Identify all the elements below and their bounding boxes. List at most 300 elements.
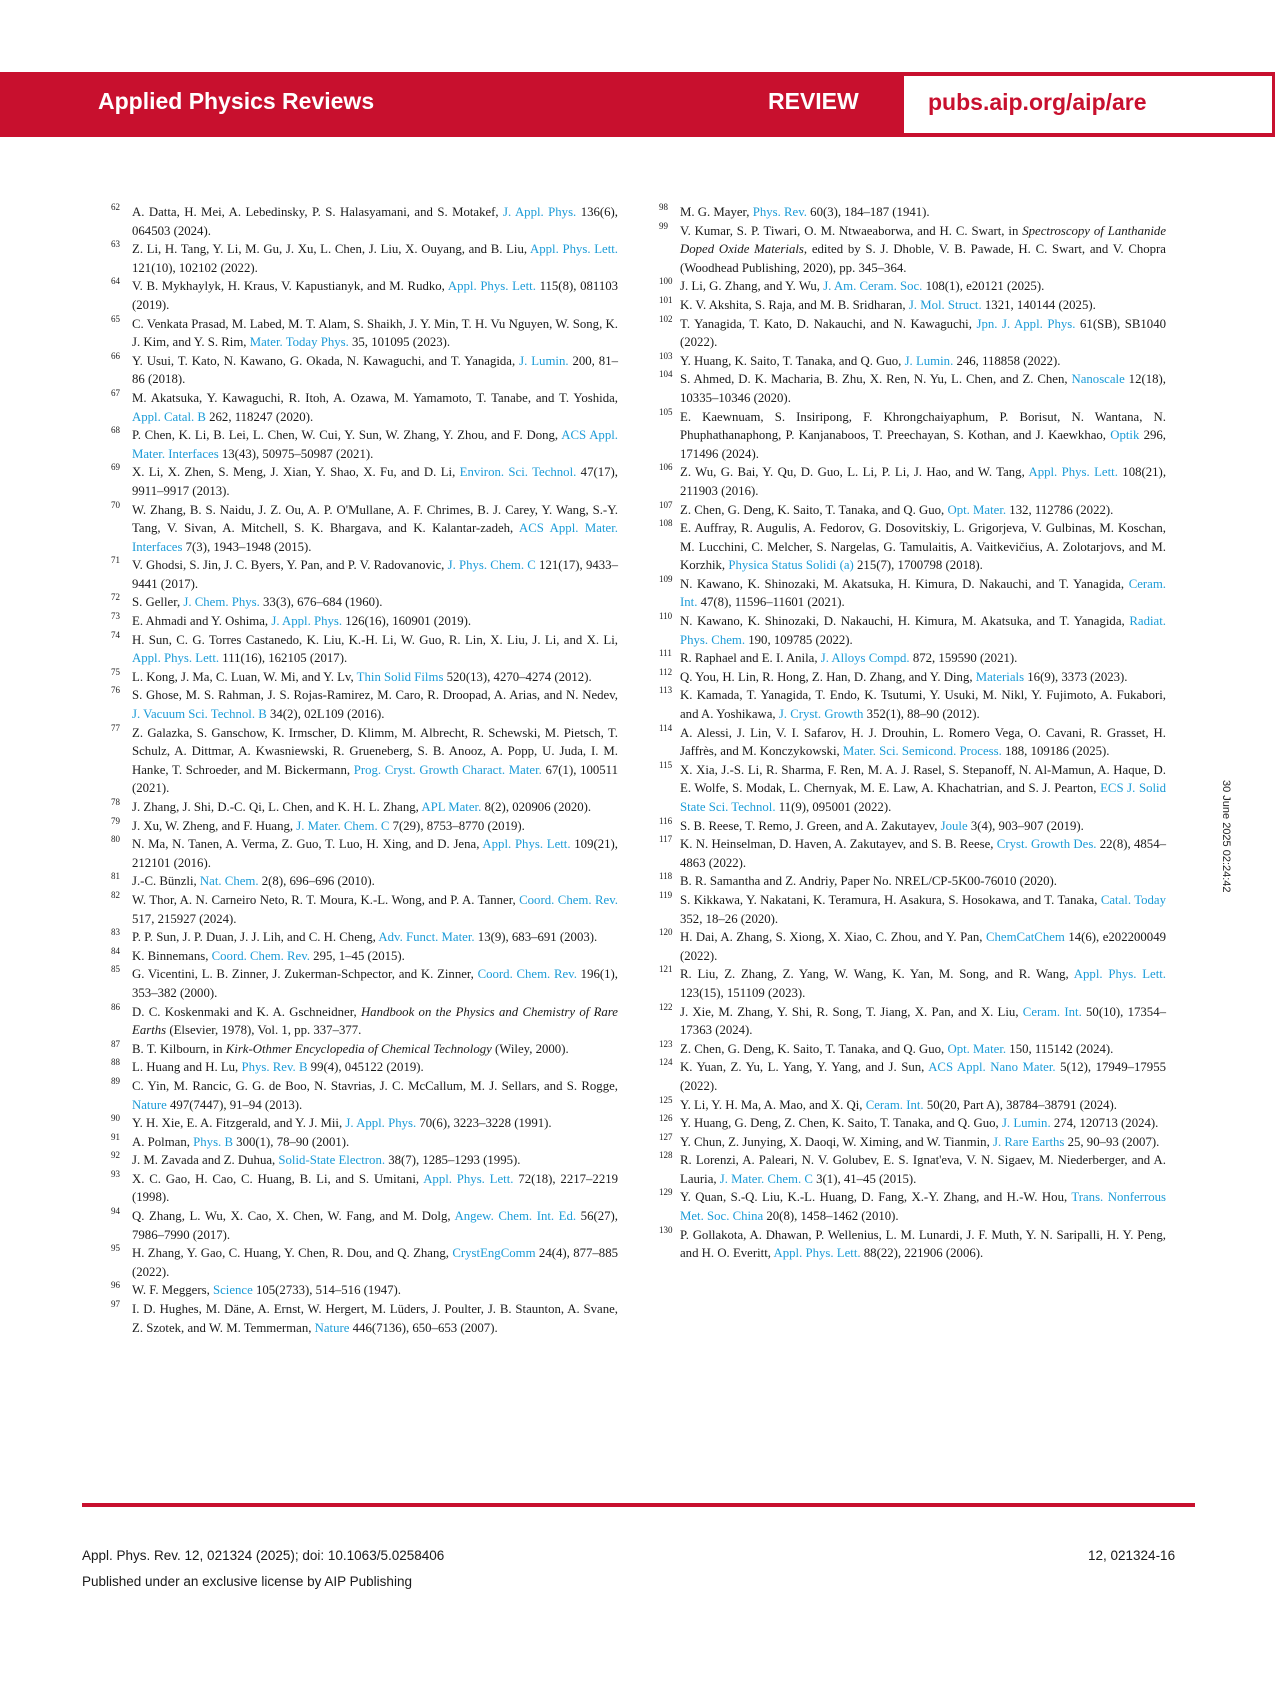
reference-journal-link[interactable]: Opt. Mater. (947, 502, 1007, 517)
reference-details: 70(6), 3223–3228 (1991). (416, 1116, 552, 1131)
reference-journal-link[interactable]: Adv. Funct. Mater. (378, 930, 475, 945)
reference-item (111, 387, 618, 426)
reference-details: 24(4), 877–885 (2022). (132, 1246, 618, 1279)
reference-number: 129 (659, 1187, 673, 1198)
reference-number: 67 (111, 387, 120, 398)
reference-number: 111 (659, 648, 672, 659)
reference-item (659, 1001, 1166, 1040)
reference-number: 106 (659, 462, 673, 473)
reference-item (659, 1113, 1166, 1133)
reference-item (111, 889, 618, 928)
reference-authors: J. Zhang, J. Shi, D.-C. Qi, L. Chen, and K. H. L. Zhang, (132, 800, 422, 814)
reference-authors: V. B. Mykhaylyk, H. Kraus, V. Kapustianyk, and M. Rudko, (132, 279, 448, 294)
reference-authors: B. R. Samantha and Z. Andriy, Paper No. NREL/CP-5K00-76010 (2020). (680, 874, 1057, 889)
reference-item (111, 834, 618, 872)
reference-details: 296, 171496 (2024). (680, 428, 1166, 461)
reference-journal-link[interactable]: Appl. Phys. Lett. (423, 1171, 514, 1186)
reference-authors: A. Datta, H. Mei, A. Lebedinsky, P. S. Halasyamani, and S. Motakef, (132, 205, 504, 219)
reference-number: 123 (659, 1038, 673, 1049)
reference-authors: Z. Wu, G. Bai, Y. Qu, D. Guo, L. Li, P. Li, J. Hao, and W. Tang, (680, 465, 1029, 480)
reference-details: 352, 18–26 (2020). (680, 911, 779, 926)
reference-number: 97 (111, 1299, 120, 1310)
reference-item (659, 722, 1166, 761)
reference-number: 93 (111, 1168, 120, 1179)
reference-journal-link[interactable]: Appl. Phys. Lett. (1073, 967, 1167, 982)
reference-authors: N. Kawano, K. Shinozaki, D. Nakauchi, H. Kimura, M. Akatsuka, and T. Yanagida, (680, 614, 1130, 629)
reference-number: 104 (659, 369, 673, 380)
reference-journal-link[interactable]: Physica Status Solidi (a) (728, 558, 854, 573)
reference-details: 11(9), 095001 (2022). (775, 800, 892, 814)
reference-authors: Z. Chen, G. Deng, K. Saito, T. Tanaka, and Q. Guo, (680, 1041, 948, 1056)
reference-details: 200, 81–86 (2018). (132, 353, 619, 387)
reference-item (659, 666, 1166, 687)
reference-item (659, 1187, 1166, 1225)
reference-number: 66 (111, 350, 120, 361)
reference-item (659, 350, 1166, 371)
reference-book-title: Kirk-Othmer Encyclopedia of Chemical Technology (225, 1041, 492, 1056)
reference-item (659, 369, 1167, 407)
reference-details: 126(16), 160901 (2019). (342, 614, 472, 629)
reference-authors: R. Lorenzi, A. Paleari, N. V. Golubev, E. S. Ignat'eva, V. N. Sigaev, M. Niederberger, and A. Lauria, (680, 1153, 1166, 1186)
reference-authors: Y. Usui, T. Kato, N. Kawano, G. Okada, N. Kawaguchi, and T. Yanagida, (132, 353, 520, 368)
reference-authors: J. Li, G. Zhang, and Y. Wu, (680, 279, 824, 294)
reference-journal-link[interactable]: CrystEngComm (452, 1246, 536, 1261)
reference-journal-link[interactable]: J. Appl. Phys. (271, 614, 343, 629)
reference-details: 108(21), 211903 (2016). (680, 465, 1167, 498)
reference-authors: J. Xie, M. Zhang, Y. Shi, R. Song, T. Jiang, X. Pan, and X. Liu, (680, 1004, 1023, 1019)
reference-authors: S. Ghose, M. S. Rahman, J. S. Rojas-Ramirez, M. Caro, R. Droopad, A. Arias, and N. Nedev, (132, 688, 618, 703)
reference-journal-link[interactable]: ChemCatChem (985, 930, 1065, 945)
reference-item (111, 425, 618, 463)
reference-details: 16(9), 3373 (2023). (1024, 669, 1128, 684)
reference-number: 113 (659, 685, 673, 696)
reference-journal-link[interactable]: Ceram. Int. (1022, 1004, 1082, 1019)
reference-item (659, 276, 1166, 296)
reference-details: 105(2733), 514–516 (1947). (252, 1283, 401, 1298)
reference-authors: K. N. Heinselman, D. Haven, A. Zakutayev, and S. B. Reese, (680, 837, 997, 852)
reference-journal-link[interactable]: Cryst. Growth Des. (996, 837, 1097, 852)
reference-authors: S. Kikkawa, Y. Nakatani, K. Teramura, H. Asakura, S. Hosokawa, and T. Tanaka, (680, 892, 1101, 907)
reference-journal-link[interactable]: Mater. Today Phys. (249, 335, 349, 350)
reference-details: 150, 115142 (2024). (1006, 1041, 1114, 1056)
reference-item (659, 518, 1166, 575)
reference-item (659, 964, 1167, 1002)
reference-details: , edited by S. J. Dhoble, V. B. Pawade, H. C. Swart, and V. Chopra (Woodhead Publishing, 2020), pp. 345–364. (680, 242, 1166, 275)
reference-journal-link[interactable]: Jpn. J. Appl. Phys. (976, 316, 1076, 331)
reference-details: 497(7447), 91–94 (2013). (166, 1097, 303, 1112)
reference-journal-link[interactable]: Mater. Sci. Semicond. Process. (842, 744, 1002, 759)
reference-number: 130 (659, 1224, 673, 1235)
reference-details: 109(21), 212101 (2016). (132, 837, 618, 870)
reference-details: 34(2), 02L109 (2016). (266, 707, 385, 722)
reference-authors: A. Polman, (132, 1134, 194, 1149)
reference-authors: Y. Li, Y. H. Ma, A. Mao, and X. Qi, (680, 1097, 866, 1112)
reference-authors: L. Huang and H. Lu, (132, 1060, 242, 1075)
reference-number: 87 (111, 1038, 120, 1049)
reference-authors: V. Ghodsi, S. Jin, J. C. Byers, Y. Pan, and P. V. Radovanovic, (132, 558, 448, 573)
reference-item (111, 1001, 618, 1040)
reference-item (111, 611, 618, 631)
reference-journal-link[interactable]: J. Am. Ceram. Soc. (823, 279, 923, 294)
reference-item (659, 871, 1166, 891)
journal-url-link[interactable]: pubs.aip.org/aip/are (928, 89, 1147, 115)
reference-journal-link[interactable]: Thin Solid Films (356, 669, 444, 684)
reference-number: 102 (659, 313, 673, 324)
reference-journal-link[interactable]: Appl. Phys. Lett. (132, 651, 220, 666)
reference-item (111, 722, 618, 798)
reference-item (659, 462, 1167, 500)
reference-number: 115 (659, 759, 673, 770)
reference-details: 47(17), 9911–9917 (2013). (132, 465, 618, 498)
reference-details: 115(8), 081103 (2019). (132, 279, 619, 312)
reference-item (659, 294, 1166, 315)
download-timestamp: 30 June 2025 02:24:42 (1220, 780, 1232, 893)
reference-journal-link[interactable]: J. Lumin. (904, 353, 954, 368)
reference-item (111, 927, 618, 947)
reference-number: 116 (659, 815, 673, 826)
reference-authors: Q. You, H. Lin, R. Hong, Z. Han, D. Zhang, and Y. Ding, (680, 669, 976, 684)
reference-number: 120 (659, 927, 673, 938)
reference-authors: M. Akatsuka, Y. Kawaguchi, R. Itoh, A. Ozawa, M. Yamamoto, T. Tanabe, and T. Yoshida, (132, 390, 618, 405)
reference-number: 83 (111, 927, 120, 938)
reference-journal-link[interactable]: Optik (1110, 428, 1140, 443)
reference-details: 446(7136), 650–653 (2007). (349, 1320, 498, 1335)
reference-authors: Z. Chen, G. Deng, K. Saito, T. Tanaka, and Q. Guo, (680, 502, 948, 517)
reference-journal-link[interactable]: J. Cryst. Growth (778, 707, 864, 722)
reference-item (111, 1206, 618, 1244)
reference-journal-link[interactable]: J. Alloys Compd. (820, 651, 910, 666)
reference-journal-link[interactable]: Phys. B (193, 1134, 233, 1149)
reference-book-title: Handbook on the Physics and Chemistry of Rare Earths (132, 1004, 618, 1038)
reference-item (111, 1057, 618, 1077)
reference-authors: W. Thor, A. N. Carneiro Neto, R. T. Moura, K.-L. Wong, and P. A. Tanner, (132, 892, 520, 907)
reference-number: 92 (111, 1150, 120, 1161)
reference-details: 517, 215927 (2024). (132, 911, 237, 926)
reference-details: 22(8), 4854–4863 (2022). (680, 837, 1166, 870)
reference-authors: M. G. Mayer, (680, 205, 753, 219)
reference-item (659, 220, 1166, 278)
reference-details: 3(4), 903–907 (2019). (967, 818, 1084, 833)
reference-journal-link[interactable]: Ceram. Int. (865, 1097, 924, 1112)
reference-number: 82 (111, 889, 120, 900)
reference-number: 73 (111, 611, 120, 622)
reference-journal-link[interactable]: J. Mol. Struct. (908, 297, 982, 312)
reference-number: 72 (111, 592, 120, 603)
reference-authors: K. Binnemans, (132, 948, 212, 963)
reference-authors: A. Alessi, J. Lin, V. I. Safarov, H. J. Drouhin, L. Romero Vega, O. Cavani, R. Grasset, H. Jaffrès, and M. Konczykowski, (680, 725, 1166, 759)
reference-details: 121(10), 102102 (2022). (132, 260, 258, 275)
reference-number: 121 (659, 964, 673, 975)
reference-journal-link[interactable]: Appl. Phys. Lett. (447, 279, 536, 294)
reference-journal-link[interactable]: Appl. Phys. Lett. (482, 837, 571, 852)
section-label: REVIEW (768, 88, 859, 114)
reference-authors: E. Ahmadi and Y. Oshima, (132, 614, 272, 629)
reference-number: 108 (659, 518, 673, 529)
reference-details: 215(7), 1700798 (2018). (853, 558, 983, 573)
reference-number: 69 (111, 462, 120, 473)
reference-item (111, 964, 618, 1002)
reference-number: 117 (659, 834, 673, 845)
page-number: 12, 021324-16 (1088, 1548, 1176, 1563)
reference-journal-link[interactable]: J. Appl. Phys. (345, 1116, 417, 1131)
reference-number: 63 (111, 239, 120, 250)
reference-details: 60(3), 184–187 (1941). (806, 205, 930, 219)
reference-number: 98 (659, 202, 668, 212)
reference-number: 79 (111, 815, 120, 826)
reference-authors: J.-C. Bünzli, (132, 874, 200, 889)
reference-item (111, 350, 619, 389)
reference-journal-link[interactable]: J. Vacuum Sci. Technol. B (132, 707, 267, 722)
reference-item (659, 1131, 1166, 1152)
reference-item (111, 462, 618, 500)
reference-item (111, 202, 619, 240)
reference-number: 112 (659, 666, 673, 677)
reference-journal-link[interactable]: J. Phys. Chem. C (447, 558, 536, 573)
reference-number: 71 (111, 555, 120, 566)
reference-journal-link[interactable]: ACS Appl. Mater. Interfaces (132, 428, 618, 461)
reference-authors: S. Ahmed, D. K. Macharia, B. Zhu, X. Ren, N. Yu, L. Chen, and Z. Chen, (680, 372, 1072, 387)
reference-item (111, 592, 618, 612)
reference-journal-link[interactable]: Coord. Chem. Rev. (477, 967, 577, 982)
reference-authors: C. Venkata Prasad, M. Labed, M. T. Alam, S. Shaikh, J. Y. Min, T. H. Vu Nguyen, W. Song, K. J. Kim, and Y. S. Rim, (132, 316, 618, 350)
reference-authors: R. Liu, Z. Zhang, Z. Yang, W. Wang, K. Yan, M. Song, and R. Wang, (680, 967, 1074, 982)
reference-authors: Z. Galazka, S. Ganschow, K. Irmscher, D. Klimm, M. Albrecht, R. Schewski, M. Pietsch, T. Schulz, A. Dittmar, A. Kwasniewski, R. Grueneberg, S. B. Anooz, A. Popp, U. Juda, I. M. Hanke, T. Schroeder, and M. Bickermann, (132, 725, 618, 777)
reference-details: 123(15), 151109 (2023). (680, 985, 806, 1000)
reference-number: 128 (659, 1150, 673, 1161)
reference-details: 132, 112786 (2022). (1006, 502, 1114, 517)
reference-journal-link[interactable]: Joule (940, 818, 968, 833)
reference-item (111, 685, 618, 723)
reference-journal-link[interactable]: Nat. Chem. (199, 874, 259, 889)
reference-journal-link[interactable]: Materials (975, 669, 1025, 684)
reference-journal-link[interactable]: Catal. Today (1100, 892, 1166, 907)
reference-item (111, 945, 618, 966)
reference-details: 295, 1–45 (2015). (309, 948, 405, 963)
reference-details: 190, 109785 (2022). (745, 632, 853, 647)
references-left-column (111, 202, 619, 1337)
footer-license: Published under an exclusive license by AIP Publishing (82, 1574, 412, 1589)
reference-number: 118 (659, 871, 673, 882)
reference-journal-link[interactable]: ECS J. Solid State Sci. Technol. (680, 781, 1166, 814)
reference-number: 68 (111, 425, 120, 436)
reference-authors: J. Xu, W. Zheng, and F. Huang, (132, 818, 297, 833)
reference-journal-link[interactable]: J. Mater. Chem. C (296, 818, 390, 833)
reference-details: 872, 159590 (2021). (909, 651, 1018, 666)
reference-journal-link[interactable]: Phys. Rev. (752, 205, 807, 219)
reference-details: 1321, 140144 (2025). (981, 297, 1096, 312)
reference-journal-link[interactable]: Appl. Catal. B (132, 409, 206, 424)
reference-authors: K. Yuan, Z. Yu, L. Yang, Y. Yang, and J. Sun, (680, 1060, 929, 1075)
reference-details: 121(17), 9433–9441 (2017). (132, 558, 618, 591)
reference-authors: H. Zhang, Y. Gao, C. Huang, Y. Chen, R. Dou, and Q. Zhang, (132, 1246, 453, 1261)
reference-journal-link[interactable]: Science (212, 1283, 253, 1298)
reference-journal-link[interactable]: Nature (132, 1097, 167, 1112)
reference-item (659, 648, 1166, 668)
reference-authors: P. Gollakota, A. Dhawan, P. Wellenius, L. M. Lunardi, J. F. Muth, Y. N. Saripalli, H. Y. Peng, and H. O. Everitt, (680, 1227, 1166, 1261)
reference-details: 14(6), e202200049 (2022). (680, 930, 1166, 963)
reference-journal-link[interactable]: Appl. Phys. Lett. (530, 242, 619, 257)
reference-journal-link[interactable]: J. Chem. Phys. (183, 595, 260, 610)
footer-divider (82, 1503, 1195, 1507)
reference-number: 64 (111, 276, 120, 287)
reference-details: 61(SB), SB1040 (2022). (680, 316, 1167, 350)
reference-number: 103 (659, 350, 673, 361)
reference-journal-link[interactable]: ACS Appl. Mater. Interfaces (132, 521, 618, 554)
reference-details: 111(16), 162105 (2017). (219, 651, 348, 666)
reference-authors: K. Kamada, T. Yanagida, T. Endo, K. Tsutumi, Y. Usuki, M. Nikl, Y. Fujimoto, A. Fukabori, and A. Yoshikawa, (680, 688, 1166, 722)
reference-item (111, 1168, 619, 1207)
reference-number: 100 (659, 276, 673, 287)
reference-journal-link[interactable]: Opt. Mater. (947, 1041, 1007, 1056)
reference-number: 119 (659, 889, 673, 900)
reference-journal-link[interactable]: Solid-State Electron. (278, 1153, 386, 1168)
reference-details: 7(3), 1943–1948 (2015). (182, 539, 312, 554)
reference-number: 101 (659, 294, 673, 305)
reference-journal-link[interactable]: Coord. Chem. Rev. (519, 892, 618, 907)
reference-journal-link[interactable]: Ceram. Int. (680, 576, 1166, 610)
reference-item (111, 555, 618, 593)
reference-journal-link[interactable]: J. Lumin. (519, 353, 569, 368)
reference-journal-link[interactable]: Phys. Rev. B (241, 1060, 308, 1075)
reference-item (111, 313, 618, 352)
reference-item (111, 797, 618, 817)
reference-journal-link[interactable]: Appl. Phys. Lett. (1028, 465, 1118, 480)
reference-details: 38(7), 1285–1293 (1995). (385, 1153, 521, 1168)
reference-authors: X. C. Gao, H. Cao, C. Huang, B. Li, and S. Umitani, (132, 1171, 424, 1186)
reference-item (111, 1243, 618, 1281)
reference-authors: C. Yin, M. Rancic, G. G. de Boo, N. Stavrias, J. C. McCallum, M. J. Sellars, and S. Rogge, (132, 1078, 618, 1093)
reference-authors: Z. Li, H. Tang, Y. Li, M. Gu, J. Xu, L. Chen, J. Liu, X. Ouyang, and B. Liu, (132, 242, 531, 257)
reference-details: 35, 101095 (2023). (348, 335, 451, 350)
reference-authors: Y. Huang, G. Deng, Z. Chen, K. Saito, T. Tanaka, and Q. Guo, (680, 1116, 1002, 1131)
reference-details: 3(1), 41–45 (2015). (812, 1171, 917, 1186)
reference-details: 274, 120713 (2024). (1050, 1116, 1159, 1131)
reference-number: 125 (659, 1094, 673, 1105)
reference-number: 81 (111, 871, 120, 882)
reference-journal-link[interactable]: Prog. Cryst. Growth Charact. Mater. (353, 762, 542, 777)
reference-authors: S. Geller, (132, 595, 184, 610)
reference-details: 8(2), 020906 (2020). (481, 800, 592, 814)
reference-number: 114 (659, 722, 673, 733)
reference-journal-link[interactable]: APL Mater. (421, 800, 482, 814)
footer-citation: Appl. Phys. Rev. 12, 021324 (2025); doi: 10.1063/5.0258406 (82, 1548, 445, 1563)
reference-journal-link[interactable]: Trans. Nonferrous Met. Soc. China (680, 1190, 1166, 1224)
reference-details: 67(1), 100511 (2021). (132, 762, 618, 796)
reference-journal-link[interactable]: Angew. Chem. Int. Ed. (454, 1209, 577, 1224)
references-right-column (659, 202, 1167, 1263)
reference-item (111, 1038, 618, 1059)
reference-authors: N. Kawano, K. Shinozaki, M. Akatsuka, H. Kimura, D. Nakauchi, and T. Yanagida, (680, 576, 1129, 591)
reference-authors: V. Kumar, S. P. Tiwari, O. M. Ntwaeaborwa, and H. C. Swart, in (680, 223, 1023, 238)
reference-authors: Y. H. Xie, E. A. Fitzgerald, and Y. J. Mii, (132, 1116, 346, 1131)
reference-item (111, 1075, 618, 1114)
reference-item (659, 1038, 1166, 1059)
reference-item (659, 1150, 1166, 1188)
reference-item (659, 759, 1166, 817)
reference-details: 246, 118858 (2022). (953, 353, 1061, 368)
reference-item (111, 1150, 618, 1170)
reference-number: 96 (111, 1280, 120, 1291)
reference-authors: D. C. Koskenmaki and K. A. Gschneidner, (132, 1004, 361, 1019)
reference-journal-link[interactable]: Nanoscale (1071, 372, 1125, 387)
reference-journal-link[interactable]: Coord. Chem. Rev. (211, 948, 310, 963)
reference-item (111, 1113, 618, 1133)
reference-details: 20(8), 1458–1462 (2010). (763, 1209, 899, 1224)
reference-authors: N. Ma, N. Tanen, A. Verma, Z. Guo, T. Luo, H. Xing, and D. Jena, (132, 837, 483, 852)
reference-journal-link[interactable]: Appl. Phys. Lett. (773, 1246, 861, 1261)
reference-details: 50(10), 17354–17363 (2024). (680, 1004, 1166, 1038)
reference-details: 196(1), 353–382 (2000). (132, 967, 618, 1000)
reference-number: 124 (659, 1057, 673, 1068)
reference-item (659, 1224, 1166, 1263)
reference-details: 88(22), 221906 (2006). (860, 1246, 984, 1261)
reference-number: 122 (659, 1001, 673, 1012)
reference-journal-link[interactable]: Radiat. Phys. Chem. (680, 614, 1166, 647)
reference-authors: Y. Huang, K. Saito, T. Tanaka, and Q. Guo, (680, 353, 905, 368)
reference-journal-link[interactable]: Nature (314, 1320, 350, 1335)
reference-details: 13(9), 683–691 (2003). (474, 930, 598, 945)
reference-details: 188, 109186 (2025). (1001, 744, 1110, 759)
reference-journal-link[interactable]: Environ. Sci. Technol. (459, 465, 577, 480)
reference-item (659, 834, 1166, 872)
journal-header (0, 72, 1275, 137)
reference-number: 107 (659, 499, 673, 510)
reference-journal-link[interactable]: J. Lumin. (1001, 1116, 1051, 1131)
reference-authors: H. Dai, A. Zhang, S. Xiong, X. Xiao, C. Zhou, and Y. Pan, (680, 930, 986, 945)
reference-number: 84 (111, 945, 120, 956)
reference-number: 75 (111, 666, 120, 677)
reference-details: 262, 118247 (2020). (205, 409, 314, 424)
reference-authors: T. Yanagida, T. Kato, D. Nakauchi, and N. Kawaguchi, (680, 316, 977, 331)
reference-number: 88 (111, 1057, 120, 1068)
reference-authors: P. Chen, K. Li, B. Lei, L. Chen, W. Cui, Y. Sun, W. Zhang, Y. Zhou, and F. Dong, (132, 428, 562, 443)
reference-authors: E. Kaewnuam, S. Insiripong, F. Khrongchaiyaphum, P. Borisut, N. Wantana, N. Phuphathanaphong, P. Kanjanaboos, T. Preechayan, S. Kothan, and J. Kaewkhao, (680, 409, 1166, 443)
reference-details: 352(1), 88–90 (2012). (863, 707, 980, 722)
reference-authors: G. Vicentini, L. B. Zinner, J. Zukerman-Schpector, and K. Zinner, (132, 967, 478, 982)
reference-details: (Elsevier, 1978), Vol. 1, pp. 337–377. (166, 1023, 362, 1038)
reference-item (659, 611, 1166, 649)
reference-authors: Y. Chun, Z. Junying, X. Daoqi, W. Ximing, and W. Tianmin, (680, 1134, 993, 1149)
reference-authors: Q. Zhang, L. Wu, X. Cao, X. Chen, W. Fang, and M. Dolg, (132, 1209, 455, 1224)
reference-number: 76 (111, 685, 120, 696)
reference-item (659, 1094, 1166, 1115)
reference-item (111, 871, 618, 891)
reference-journal-link[interactable]: J. Mater. Chem. C (719, 1171, 813, 1186)
reference-item (659, 499, 1166, 520)
reference-item (659, 927, 1166, 965)
reference-journal-link[interactable]: ACS Appl. Nano Mater. (928, 1060, 1056, 1075)
reference-item (111, 499, 618, 557)
reference-number: 94 (111, 1206, 120, 1217)
reference-number: 99 (659, 220, 668, 231)
reference-details: 108(1), e20121 (2025). (922, 279, 1045, 294)
reference-authors: K. V. Akshita, S. Raja, and M. B. Sridharan, (680, 297, 909, 312)
reference-journal-link[interactable]: J. Appl. Phys. (503, 205, 577, 219)
reference-details: (Wiley, 2000). (491, 1041, 569, 1056)
journal-url-box[interactable] (903, 75, 1273, 134)
reference-number: 89 (111, 1075, 120, 1086)
reference-details: 12(18), 10335–10346 (2020). (680, 372, 1167, 405)
reference-details: 520(13), 4270–4274 (2012). (443, 669, 592, 684)
reference-details: 47(8), 11596–11601 (2021). (697, 595, 845, 610)
reference-details: 25, 90–93 (2007). (1064, 1134, 1160, 1149)
reference-item (111, 666, 618, 687)
reference-number: 80 (111, 834, 120, 845)
reference-number: 127 (659, 1131, 673, 1142)
reference-number: 126 (659, 1113, 673, 1124)
reference-journal-link[interactable]: J. Rare Earths (992, 1134, 1065, 1149)
reference-authors: H. Sun, C. G. Torres Castanedo, K. Liu, K.-H. Li, W. Guo, R. Lin, X. Liu, J. Li, and X. Li, (132, 632, 618, 647)
